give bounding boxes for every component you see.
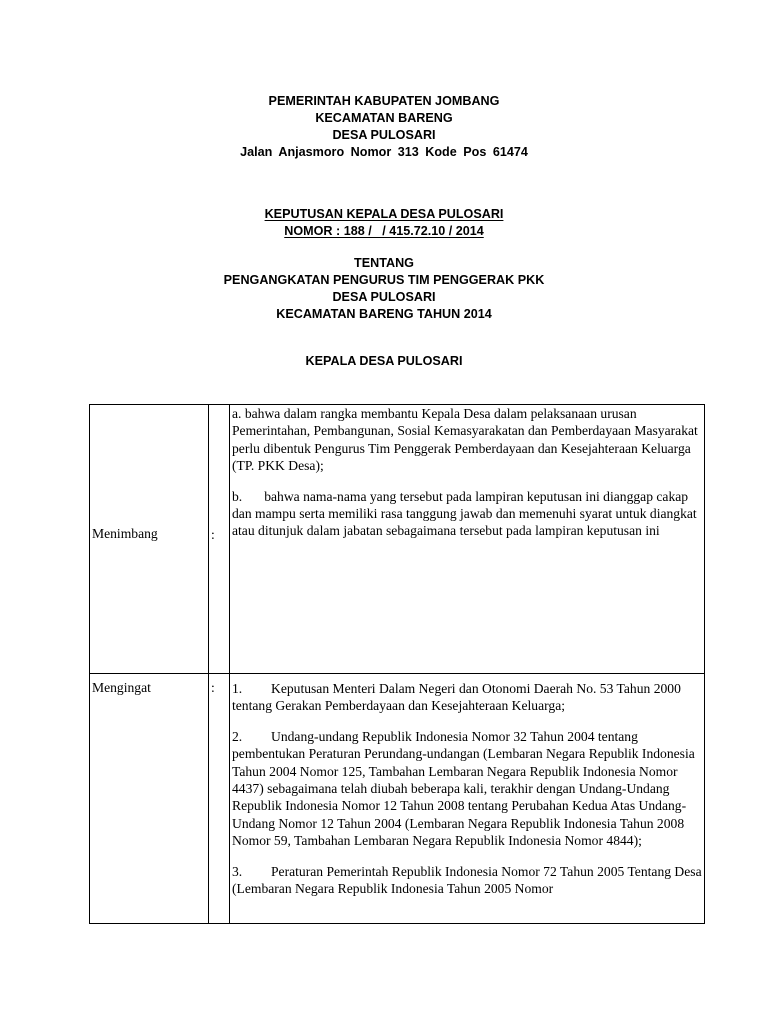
menimbang-item-b: b. bahwa nama-nama yang tersebut pada lampiran keputusan ini dianggap cakap dan mampu serta memiliki rasa tanggung jawab dan memenuhi syarat untuk diangkat atau ditunjuk dalam jabatan sebagaimana tersebut pada lampiran keputusan ini [232, 488, 697, 539]
menimbang-content [232, 405, 702, 553]
government-name: PEMERINTAH KABUPATEN JOMBANG [268, 94, 500, 108]
mengingat-item-2: 2. Undang-undang Republik Indonesia Nomor 32 Tahun 2004 tentang pembentukan Peraturan Perundang-undangan (Lembaran Negara Republik Indonesia Tahun 2004 Nomor 125, Tambahan Lembaran Negara Republik Indonesia Nomor 4437) sebagaimana telah diubah beberapa kali, terakhir dengan Undang-Undang Republik Indonesia Nomor 12 Tahun 2008 tentang Perubahan Kedua Atas Undang-Undang Nomor 12 Tahun 2004 (Lembaran Negara Republik Indonesia Tahun 2008 Nomor 59, Tambahan Lembaran Negara Republik Indonesia Nomor 4844); [232, 728, 695, 849]
subject-line-1: PENGANGKATAN PENGURUS TIM PENGGERAK PKK [223, 273, 545, 287]
subject-line-3: KECAMATAN BARENG TAHUN 2014 [276, 307, 492, 321]
considerations-table [89, 404, 705, 924]
address-line: Jalan Anjasmoro Nomor 313 Kode Pos 61474 [240, 145, 528, 159]
decree-number: NOMOR : 188 / / 415.72.10 / 2014 [284, 224, 484, 238]
issuer-heading [0, 353, 768, 370]
letterhead [0, 93, 768, 161]
decree-heading [0, 206, 768, 240]
mengingat-item-3: 3. Peraturan Pemerintah Republik Indonesia Nomor 72 Tahun 2005 Tentang Desa (Lembaran Negara Republik Indonesia Tahun 2005 Nomor [232, 863, 702, 897]
mengingat-label: Mengingat [92, 680, 151, 695]
column-divider-2 [229, 405, 230, 923]
village-name: DESA PULOSARI [332, 128, 436, 142]
decree-subject [0, 255, 768, 323]
district-name: KECAMATAN BARENG [315, 111, 453, 125]
mengingat-content [232, 680, 702, 910]
issuer-title: KEPALA DESA PULOSARI [305, 354, 463, 368]
menimbang-label: Menimbang [92, 526, 158, 541]
row-divider [90, 673, 704, 674]
mengingat-colon: : [211, 680, 215, 695]
menimbang-colon: : [211, 527, 215, 542]
subject-line-2: DESA PULOSARI [332, 290, 436, 304]
mengingat-item-1: 1. Keputusan Menteri Dalam Negeri dan Otonomi Daerah No. 53 Tahun 2000 tentang Gerakan Pemberdayaan dan Kesejahteraan Keluarga; [232, 681, 681, 714]
menimbang-item-a: a. bahwa dalam rangka membantu Kepala Desa dalam pelaksanaan urusan Pemerintahan, Pembangunan, Sosial Kemasyarakatan dan Pemberdayaan Masyarakat perlu dibentuk Pengurus Tim Penggerak Pemberdayaan dan Kesejahteraan Keluarga (TP. PKK Desa); [232, 406, 698, 474]
subject-tentang: TENTANG [354, 256, 414, 270]
decree-title: KEPUTUSAN KEPALA DESA PULOSARI [264, 207, 504, 221]
column-divider-1 [208, 405, 209, 923]
